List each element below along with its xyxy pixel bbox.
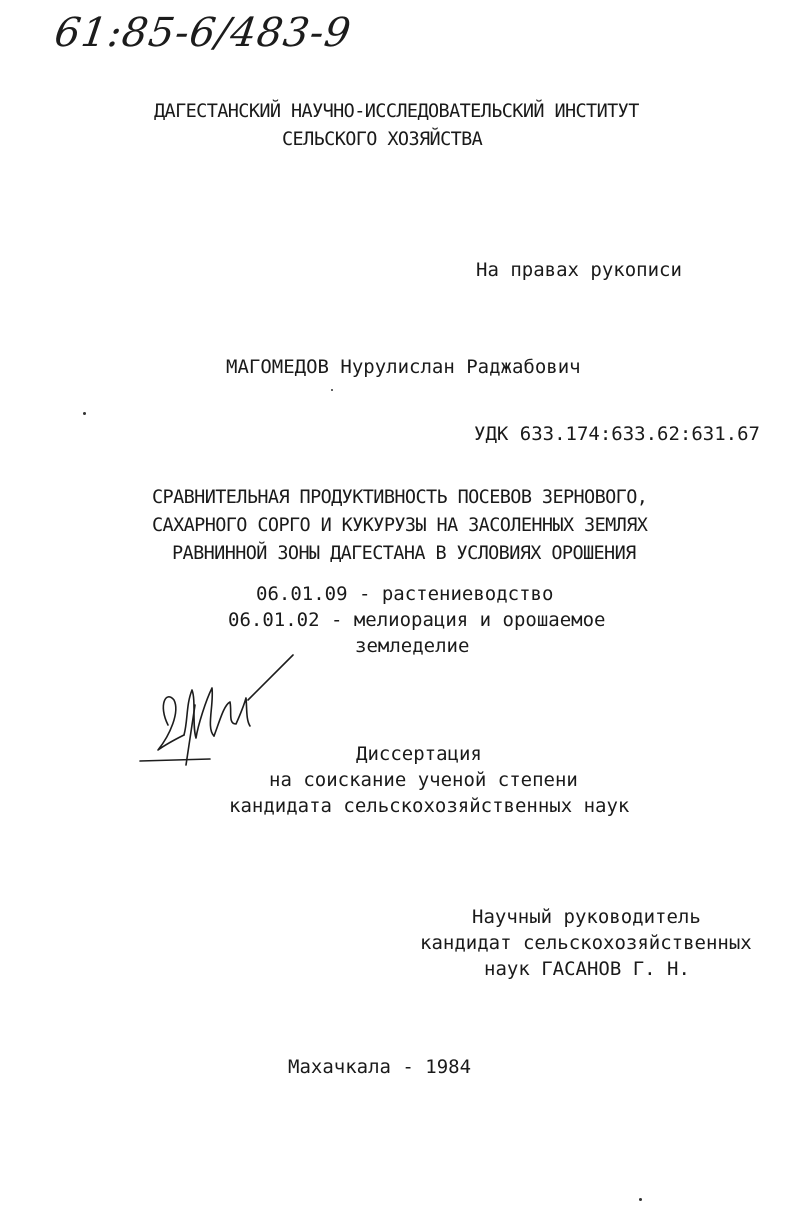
specialty-line-1: 06.01.09 - растениеводство: [256, 583, 554, 605]
manuscript-rights: На правах рукописи: [476, 259, 682, 281]
stray-mark-4: [639, 1198, 642, 1201]
stray-mark-2: [331, 389, 333, 391]
title-line-1: СРАВНИТЕЛЬНАЯ ПРОДУКТИВНОСТЬ ПОСЕВОВ ЗЕРНОВОГО,: [152, 487, 648, 508]
specialty-line-2: 06.01.02 - мелиорация и орошаемое: [228, 609, 606, 631]
supervisor-line-2: кандидат сельскохозяйственных: [420, 932, 752, 954]
dissertation-line-2: на соискание ученой степени: [269, 769, 578, 791]
udc-code: УДК 633.174:633.62:631.67: [474, 423, 760, 445]
supervisor-line-1: Научный руководитель: [472, 906, 701, 928]
handwritten-catalog-code: 61:85-6/483-9: [51, 10, 355, 56]
title-line-3: РАВНИННОЙ ЗОНЫ ДАГЕСТАНА В УСЛОВИЯХ ОРОШЕНИЯ: [172, 543, 636, 564]
institute-line-1: ДАГЕСТАНСКИЙ НАУЧНО-ИССЛЕДОВАТЕЛЬСКИЙ ИНСТИТУТ: [154, 101, 639, 122]
dissertation-line-3: кандидата сельскохозяйственных наук: [229, 795, 630, 817]
place-year: Махачкала - 1984: [288, 1056, 472, 1078]
stray-mark-1: [83, 412, 86, 415]
institute-line-2: СЕЛЬСКОГО ХОЗЯЙСТВА: [282, 129, 483, 150]
dissertation-line-1: Диссертация: [356, 743, 482, 765]
specialty-line-3: земледелие: [355, 635, 470, 657]
author-name: МАГОМЕДОВ Нурулислан Раджабович: [226, 356, 581, 378]
title-line-2: САХАРНОГО СОРГО И КУКУРУЗЫ НА ЗАСОЛЕННЫХ ЗЕМЛЯХ: [152, 515, 648, 536]
supervisor-line-3: наук ГАСАНОВ Г. Н.: [484, 958, 690, 980]
